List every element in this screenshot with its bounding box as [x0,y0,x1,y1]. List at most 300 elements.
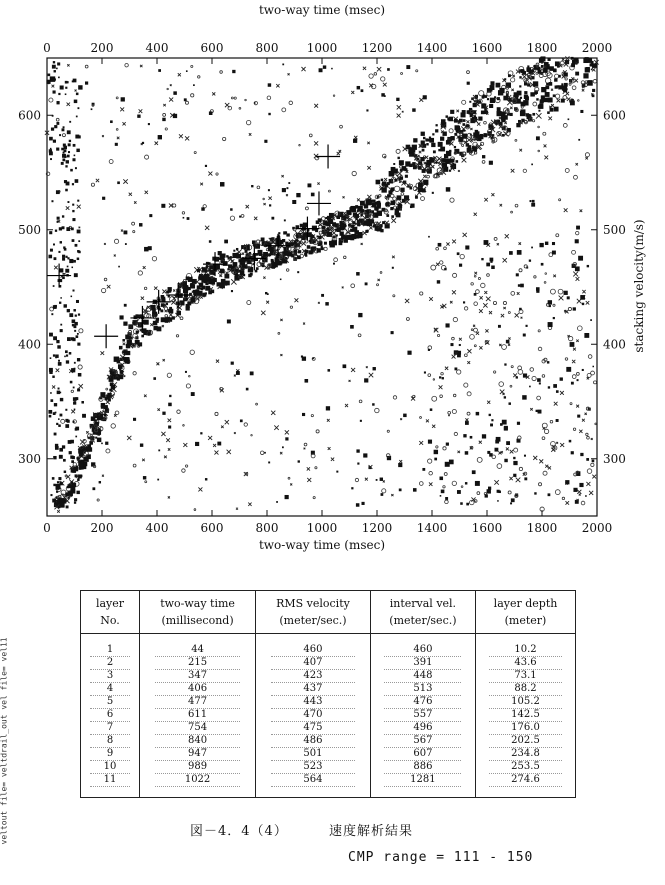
scatter-point [209,265,213,269]
header-rms-velocity [256,591,371,634]
scatter-point [458,451,460,453]
scatter-point [52,477,55,480]
scatter-point [588,355,592,359]
scatter-point [191,94,194,97]
scatter-point [503,258,507,262]
scatter-point [140,443,143,446]
scatter-point [311,235,314,238]
scatter-point [550,289,555,294]
scatter-point [74,330,76,332]
scatter-point [46,80,50,84]
bottom-x-axis-title: two-way time (msec) [258,538,386,552]
scatter-point [500,204,502,206]
scatter-point [475,98,477,100]
scatter-point [193,84,195,86]
scatter-point [571,382,574,385]
scatter-point [582,89,584,91]
scatter-point [428,440,432,444]
scatter-point [65,350,68,353]
scatter-point [215,264,220,269]
scatter-point [139,109,143,113]
scatter-point [107,285,111,289]
scatter-point [59,455,63,459]
scatter-point [510,113,513,116]
scatter-point [85,81,88,84]
scatter-point [511,78,515,82]
scatter-point [403,414,406,417]
scatter-point [576,163,578,165]
scatter-point [352,171,356,175]
scatter-point [182,212,184,214]
scatter-point [351,487,353,489]
scatter-point [317,182,319,184]
scatter-point [477,492,480,495]
scatter-point [59,227,62,230]
scatter-point [121,97,125,101]
scatter-point [565,358,568,361]
table-cell-two-way-time [140,709,256,722]
scatter-point [561,83,563,85]
cell-value: 4 [90,683,130,696]
scatter-point [302,413,305,416]
scatter-point [375,408,379,412]
scatter-point [536,113,541,118]
scatter-point [304,448,306,450]
plot-frame [47,58,597,516]
scatter-point [169,98,173,102]
scatter-point [76,149,79,152]
header-label: layer [95,597,125,610]
scatter-point [387,68,390,71]
scatter-point [432,192,434,194]
scatter-point [74,100,78,104]
scatter-point [81,401,84,404]
scatter-point [74,401,76,403]
scatter-point [576,226,580,230]
scatter-point [573,428,575,430]
scatter-point [544,144,547,147]
scatter-point [129,193,132,196]
y-tick-label-right: 600 [603,108,626,123]
scatter-point [122,339,125,342]
scatter-point [72,338,75,341]
scatter-point [573,307,576,310]
scatter-point [450,301,452,303]
y-tick-label-left: 500 [18,222,41,237]
scatter-point [141,297,144,300]
scatter-point [505,234,509,238]
scatter-point [101,288,105,292]
scatter-point [577,490,581,494]
scatter-point [452,481,456,485]
scatter-point [366,109,368,111]
scatter-point [484,121,487,124]
scatter-point [241,214,244,217]
scatter-point [143,476,146,479]
scatter-point [412,108,415,111]
scatter-point [387,194,389,196]
table-cell-layer-depth [476,748,576,761]
scatter-point [280,262,283,265]
scatter-point [62,258,65,261]
scatter-point [290,483,292,485]
scatter-point [391,331,394,334]
scatter-point [65,93,67,95]
scatter-point [352,227,357,232]
scatter-points-layer [45,56,599,512]
scatter-point [399,181,401,183]
scatter-point [544,156,548,160]
scatter-point [50,153,52,155]
scatter-point [369,226,372,229]
scatter-point [422,169,426,173]
scatter-point [440,261,443,264]
scatter-point [158,69,161,72]
scatter-point [49,231,52,234]
scatter-point [438,243,442,247]
scatter-point [413,165,417,169]
scatter-point [78,373,82,377]
scatter-point [592,89,595,92]
scatter-point [550,420,553,423]
scatter-point [569,440,572,443]
scatter-point [459,264,462,267]
scatter-point [67,309,70,312]
scatter-point [401,72,403,74]
scatter-point [498,90,503,95]
scatter-point [230,256,232,258]
scatter-point [391,167,396,172]
scatter-point [508,337,510,339]
scatter-point [63,152,65,154]
scatter-point [436,247,439,250]
scatter-point [441,490,445,494]
scatter-point [402,166,407,171]
scatter-point [541,263,544,266]
scatter-point [311,251,314,254]
scatter-point [413,488,417,492]
cell-value: 443 [271,696,356,709]
scatter-point [366,366,368,368]
scatter-point [467,71,470,74]
scatter-point [471,283,474,286]
scatter-point [263,252,268,257]
scatter-point [216,360,219,363]
table-cell-rms-velocity [256,774,371,798]
scatter-point [67,257,69,259]
scatter-point [209,111,213,115]
scatter-point [517,422,520,425]
scatter-point [305,250,309,254]
scatter-point [225,103,229,107]
figure-caption [190,820,413,839]
cell-value: 523 [271,761,356,774]
table-cell-interval-vel [370,774,475,798]
scatter-point [123,357,126,360]
scatter-point [68,151,70,153]
scatter-point [66,227,70,231]
cell-value: 11 [90,774,130,787]
scatter-point [399,160,404,165]
scatter-point [432,133,434,135]
scatter-point [208,172,212,176]
scatter-point [102,135,104,137]
scatter-point [376,228,378,230]
scatter-point [161,204,165,208]
scatter-point [577,415,580,418]
scatter-point [552,251,556,255]
scatter-point [428,374,431,377]
scatter-point [52,375,54,377]
scatter-point [180,317,183,320]
scatter-point [462,144,464,146]
header-unit: No. [100,614,120,627]
scatter-point [580,453,583,456]
scatter-point [376,479,378,481]
scatter-point [60,297,62,299]
cell-value: 2 [90,657,130,670]
scatter-point [519,76,521,78]
scatter-point [591,69,593,71]
scatter-point [394,186,399,191]
scatter-point [57,345,60,348]
scatter-point [450,198,454,202]
cell-value: 460 [271,644,356,657]
scatter-point [218,251,222,255]
scatter-point [72,218,75,221]
scatter-point [424,371,426,373]
table-cell-layer-no [81,748,140,761]
scatter-point [474,345,476,347]
scatter-point [153,321,157,325]
scatter-point [268,197,271,200]
scatter-point [58,424,61,427]
scatter-point [139,223,142,226]
scatter-point [389,171,394,176]
scatter-point [282,64,284,66]
scatter-point [65,269,69,273]
scatter-point [282,108,286,112]
scatter-point [301,67,305,71]
scatter-point [571,451,574,454]
scatter-point [77,250,80,253]
scatter-point [508,74,511,77]
scatter-point [551,104,554,107]
scatter-point [325,302,328,305]
scatter-point [543,132,546,135]
table-row [81,657,576,670]
cell-value: 407 [271,657,356,670]
scatter-point [187,301,191,305]
scatter-point [121,230,123,232]
scatter-point [351,368,355,372]
scatter-point [316,248,320,252]
scatter-point [187,217,190,220]
scatter-point [71,390,73,392]
scatter-point [117,377,120,380]
scatter-point [171,300,175,304]
scatter-point [48,410,52,414]
scatter-point [321,247,324,250]
scatter-point [337,152,340,155]
scatter-point [518,120,521,123]
scatter-point [189,375,191,377]
scatter-point [145,191,148,194]
scatter-point [76,93,79,96]
scatter-point [111,385,115,389]
scatter-point [573,175,577,179]
scatter-point [458,137,463,142]
scatter-point [79,329,83,333]
scatter-point [50,392,52,394]
scatter-point [548,493,551,496]
scatter-point [387,430,389,432]
scatter-point [460,142,462,144]
scatter-point [350,325,354,329]
scatter-point [345,404,348,407]
scatter-point [480,296,483,299]
scatter-point [313,241,316,244]
scatter-point [224,274,229,279]
scatter-point [165,128,167,130]
cell-value: 423 [271,670,356,683]
scatter-point [393,295,395,297]
scatter-point [520,284,524,288]
cell-value: 6 [90,709,130,722]
table-cell-layer-depth [476,657,576,670]
scatter-point [487,98,489,100]
scatter-point [105,442,108,445]
scatter-point [328,447,331,450]
scatter-point [297,247,300,250]
scatter-point [65,424,69,428]
scatter-point [70,381,73,384]
table-row [81,722,576,735]
scatter-point [586,433,588,435]
scatter-point [381,187,386,192]
scatter-point [543,471,547,475]
scatter-point [317,235,319,237]
scatter-point [231,362,234,365]
scatter-point [186,306,190,310]
scatter-point [539,243,543,247]
scatter-point [266,301,269,304]
scatter-point [56,368,60,372]
scatter-point [169,313,172,316]
scatter-point [73,397,77,401]
scatter-point [198,487,202,491]
scatter-point [56,486,60,490]
scatter-point [521,317,523,319]
scatter-point [363,67,366,70]
scatter-point [278,332,280,334]
scatter-point [207,282,209,284]
scatter-point [523,100,528,105]
scatter-point [456,110,458,112]
scatter-point [195,442,199,446]
cell-value: 486 [271,735,356,748]
scatter-point [356,218,358,220]
table-cell-two-way-time [140,657,256,670]
scatter-point [109,160,113,164]
scatter-point [305,207,308,210]
scatter-point [106,388,108,390]
scatter-point [137,115,140,118]
scatter-point [246,388,249,391]
scatter-point [56,491,58,493]
cell-value: 347 [155,670,241,683]
scatter-point [458,170,460,172]
scatter-point [168,448,170,450]
scatter-point [508,344,510,346]
scatter-point [509,251,513,255]
scatter-point [360,214,362,216]
scatter-point [209,240,212,243]
scatter-point [508,491,511,494]
scatter-point [463,233,467,237]
scatter-point [397,195,402,200]
scatter-point [290,306,292,308]
scatter-point [383,83,387,87]
scatter-point [349,207,353,211]
scatter-point [156,362,159,365]
scatter-point [436,124,438,126]
scatter-point [579,494,581,496]
scatter-point [504,396,506,398]
scatter-point [453,317,457,321]
scatter-point [591,438,593,440]
scatter-point [271,259,274,262]
scatter-point [56,497,58,499]
scatter-point [494,480,498,484]
scatter-point [133,464,136,467]
scatter-point [399,460,402,463]
scatter-point [314,141,318,145]
scatter-point [292,200,296,204]
scatter-point [498,325,501,328]
scatter-point [462,100,466,104]
table-cell-rms-velocity [256,748,371,761]
scatter-point [168,419,172,423]
scatter-point [516,273,519,276]
scatter-point [54,70,56,72]
table-cell-layer-depth [476,670,576,683]
scatter-point [72,158,75,161]
scatter-point [293,247,296,250]
scatter-point [427,160,431,164]
scatter-point [431,165,434,168]
scatter-point [263,277,265,279]
scatter-point [481,283,485,287]
scatter-point [336,471,338,473]
scatter-point [553,317,555,319]
x-tick-label-bottom: 800 [255,521,279,535]
scatter-point [168,496,170,498]
scatter-point [484,240,489,245]
scatter-point [220,71,223,74]
scatter-point [361,243,363,245]
scatter-point [502,345,507,350]
x-tick-label-top: 200 [90,41,114,55]
scatter-point [506,92,508,94]
scatter-point [511,169,515,173]
scatter-point [69,352,72,355]
scatter-point [318,302,320,304]
scatter-point [330,215,332,217]
scatter-point [434,450,438,454]
scatter-point [75,244,78,247]
scatter-point [364,378,368,382]
